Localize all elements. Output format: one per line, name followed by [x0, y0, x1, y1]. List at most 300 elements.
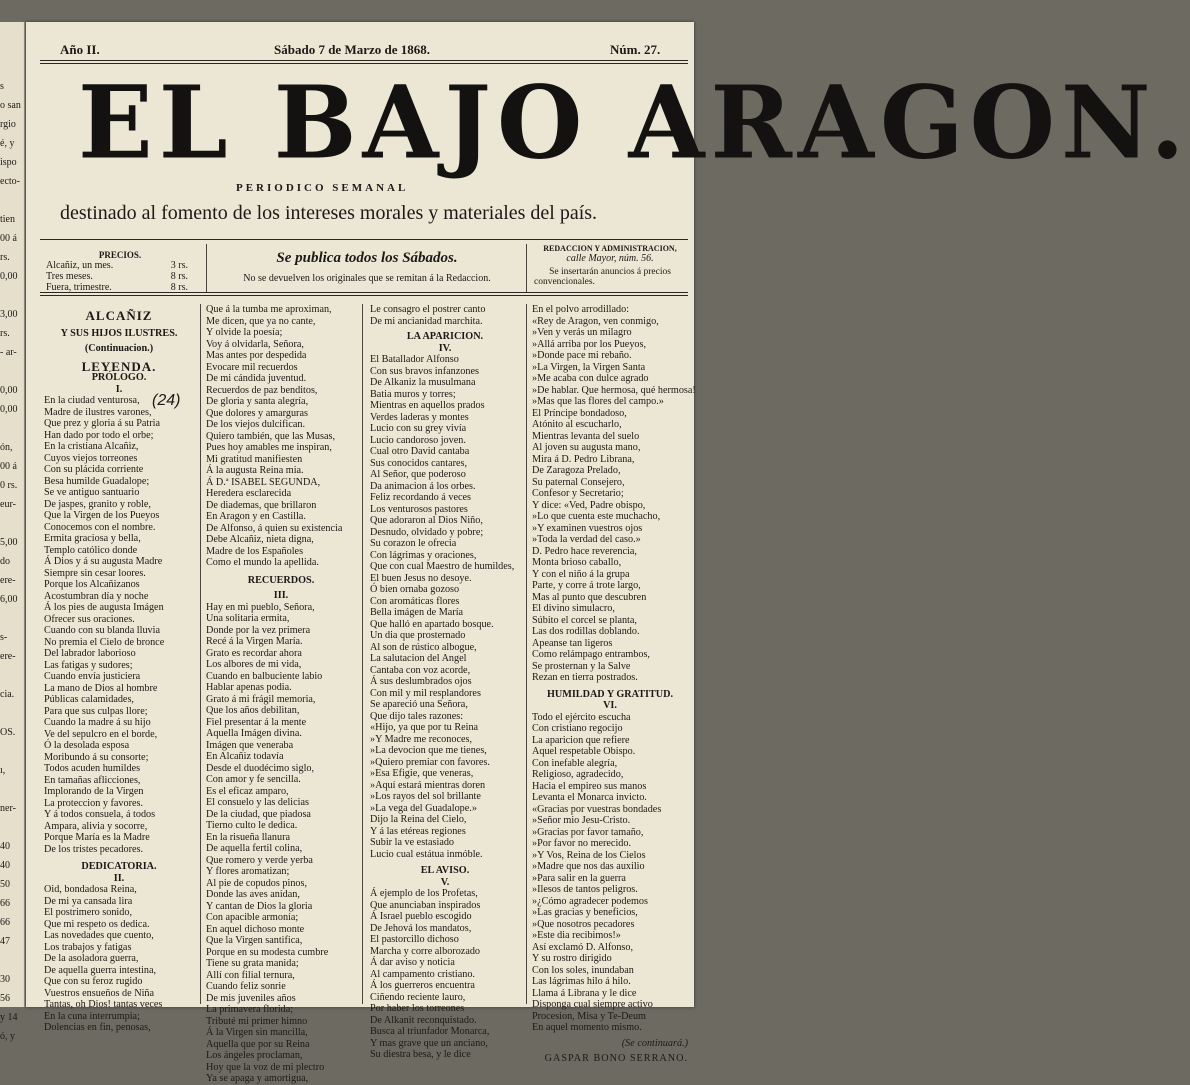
- poem-line: «Rey de Aragon, ven conmigo,: [532, 315, 659, 327]
- poem-line: Madre de los Españoles: [206, 545, 304, 557]
- poem-line: Grato á mi frágil memoria,: [206, 693, 316, 705]
- poem-line: Recé á la Virgen María.: [206, 636, 303, 647]
- section-subheading: Y SUS HIJOS ILUSTRES.: [60, 327, 178, 339]
- poem-line: De Zaragoza Prelado,: [532, 465, 621, 476]
- poem-line: Todos acuden humildes: [44, 763, 141, 774]
- poem-line: De aquella fertil colina,: [206, 843, 303, 854]
- poem-line: El divino simulacro,: [532, 603, 615, 614]
- poem-line: Ó la desolada esposa: [44, 740, 130, 751]
- poem-line: Al joven su augusta mano,: [532, 442, 641, 453]
- prev-page-fragment: 6,00: [0, 594, 18, 605]
- poem-line: El pastorcillo dichoso: [370, 934, 459, 945]
- poem-line: Moribundo á su consorte;: [44, 751, 149, 763]
- poem-line: Su paternal Consejero,: [532, 476, 625, 488]
- poem-line: Aquella que por su Reina: [206, 1038, 310, 1050]
- poem-line: De la asoladora guerra,: [44, 953, 139, 964]
- poem-line: Ofrecer sus oraciones.: [44, 613, 135, 625]
- poem-line: Porque María es la Madre: [44, 832, 150, 843]
- poem-line: Ermita graciosa y bella,: [44, 533, 141, 544]
- header-rule: [40, 60, 688, 61]
- info-separator: [206, 244, 207, 292]
- poem-line: Á dar aviso y noticia: [370, 957, 455, 968]
- poem-line: De gloria y santa alegría,: [206, 396, 309, 407]
- poem-line: Tributé mi primer himno: [206, 1015, 308, 1027]
- prev-page-fragment: 66: [0, 898, 10, 909]
- prev-page-fragment: 00 á: [0, 233, 17, 244]
- prices-title: PRECIOS.: [98, 250, 142, 260]
- poem-line: De Jehová los mandatos,: [370, 922, 472, 934]
- poem-line: »Ven y verás un milagro: [532, 327, 632, 338]
- prev-page-fragment: do: [0, 556, 10, 567]
- poem-line: »Ilesos de tantos peligros.: [532, 884, 638, 895]
- poem-line: »Quiero premiar con favores.: [370, 756, 490, 768]
- prev-page-fragment: s: [0, 81, 4, 92]
- poem-line: Súbito el corcel se planta,: [532, 614, 637, 626]
- poem-line: Feliz recordando á veces: [370, 492, 471, 503]
- poem-line: Que á la tumba me aproximan,: [206, 304, 332, 315]
- poem-line: Recuerdos de paz benditos,: [206, 384, 318, 396]
- poem-line: Una solitaria ermita,: [206, 613, 290, 624]
- poem-line: »Esa Efigie, que veneras,: [370, 768, 474, 779]
- roman-numeral: II.: [113, 872, 125, 884]
- poem-line: Mientras en aquellos prados: [370, 400, 485, 411]
- poem-line: Ve del sepulcro en el borde,: [44, 728, 158, 740]
- poem-line: Lucio candoroso joven.: [370, 434, 466, 446]
- poem-line: Con aromáticas flores: [370, 595, 460, 607]
- poem-line: Con lágrimas y oraciones,: [370, 549, 477, 561]
- poem-line: La proteccion y favores.: [44, 797, 143, 809]
- poem-line: Me dicen, que ya no cante,: [206, 315, 316, 327]
- prev-page-fragment: - ar-: [0, 347, 17, 358]
- poem-line: »¿Cómo agradecer podemos: [532, 895, 648, 907]
- prev-page-fragment: ispo: [0, 157, 17, 168]
- poem-line: »La Virgen, la Virgen Santa: [532, 361, 646, 373]
- poem-line: Á ejemplo de los Profetas,: [370, 888, 478, 899]
- poem-line: Ampara, alivia y socorre,: [44, 820, 148, 832]
- poem-line: Que con su feroz rugido: [44, 976, 143, 987]
- prev-page-fragment: rs.: [0, 328, 10, 339]
- poem-line: »De hablar. Que hermosa, qué hermosa!: [532, 384, 696, 396]
- poem-line: De la ciudad, que piadosa: [206, 808, 311, 820]
- prev-page-fragment: cia.: [0, 689, 15, 700]
- poem-line: Donde por la vez primera: [206, 624, 311, 636]
- poem-line: En Aragon y en Castilla.: [206, 511, 306, 522]
- poem-line: »Que nosotros pecadores: [532, 918, 635, 930]
- poem-line: Lucio cual estátua inmóble.: [370, 848, 483, 860]
- previous-page-strip: [0, 22, 25, 1042]
- poem-line: Hacia el empireo sus manos: [532, 780, 647, 792]
- poem-line: Porque en su modesta cumbre: [206, 946, 329, 958]
- poem-line: Con sus bravos infanzones: [370, 365, 479, 377]
- price-label: Tres meses.: [46, 271, 93, 282]
- admin-title: REDACCION Y ADMINISTRACION,: [543, 244, 677, 253]
- poem-line: Da animacion á los orbes.: [370, 480, 476, 492]
- dedication-heading: DEDICATORIA.: [81, 861, 157, 872]
- issue-number: Núm. 27.: [610, 42, 661, 57]
- poem-line: Parte, y corre á trote largo,: [532, 580, 641, 591]
- poem-line: Los venturosos pastores: [370, 503, 468, 515]
- poem-line: Hay en mi pueblo, Señora,: [206, 601, 315, 613]
- column-rule-2: [362, 304, 363, 1004]
- poem-line: Los trabajos y fatigas: [44, 941, 132, 953]
- poem-line: Le consagro el postrer canto: [370, 304, 486, 315]
- price-value: 8 rs.: [170, 271, 188, 282]
- continued-note: (Se continuará.): [621, 1037, 688, 1049]
- poem-line: »Por favor no merecido.: [532, 838, 632, 849]
- poem-line: Hablar apenas podia.: [206, 682, 292, 693]
- poem-line: Á Israel pueblo escogido: [370, 911, 472, 922]
- prev-page-fragment: 0 rs.: [0, 480, 18, 491]
- poem-line: »La vega del Guadalope.»: [370, 802, 477, 814]
- prev-page-fragment: 5,00: [0, 537, 18, 548]
- prev-page-fragment: 56: [0, 993, 10, 1004]
- poem-line: Allí con filial ternura,: [206, 969, 295, 981]
- poem-line: Vuestros ensueños de Niña: [44, 987, 155, 999]
- poem-line: Implorando de la Virgen: [44, 786, 144, 797]
- poem-line: Al campamento cristiano.: [370, 968, 475, 980]
- poem-line: De Alkanit reconquistado.: [370, 1014, 477, 1026]
- poem-line: Un dia que prosternado: [370, 630, 466, 641]
- poem-line: Aquel respetable Obispo.: [532, 746, 636, 757]
- price-row: [40, 260, 200, 271]
- poem-line: Del labrador laborioso: [44, 648, 136, 659]
- poem-line: El consuelo y las delicias: [206, 797, 309, 808]
- poem-line: En aquel dichoso monte: [206, 923, 305, 935]
- poem-line: Al son de rústico albogue,: [370, 641, 477, 653]
- poem-line: En la ciudad venturosa,: [44, 395, 140, 406]
- poem-line: Con mil y mil resplandores: [370, 687, 481, 699]
- poem-line: Conocemos con el nombre.: [44, 521, 156, 533]
- poem-line: »Aquí estará mientras doren: [370, 779, 486, 791]
- poem-line: Ya se apaga y amortigua,: [206, 1073, 309, 1084]
- poem-line: Al pie de copudos pinos,: [206, 877, 308, 889]
- prev-page-fragment: 47: [0, 936, 10, 947]
- prev-page-fragment: s-: [0, 632, 8, 643]
- poem-line: De los viejos dulcifican.: [206, 419, 306, 430]
- poem-line: Cantaba con voz acorde,: [370, 664, 471, 676]
- poem-line: «Hijo, ya que por tu Reina: [370, 722, 479, 733]
- poem-line: Que la Virgen santifica,: [206, 935, 303, 946]
- column-rule-1: [200, 304, 201, 1004]
- poem-line: Y á las etéreas regiones: [370, 825, 466, 837]
- poem-line: El postrimero sonido,: [44, 907, 133, 918]
- prev-page-fragment: ı,: [0, 765, 6, 776]
- poem-line: Para que sus culpas llore;: [44, 705, 148, 717]
- poem-line: Besa humilde Guadalope;: [44, 475, 150, 487]
- poem-line: Las lágrimas hilo á hilo.: [532, 976, 631, 987]
- poem-line: Á la augusta Reina mia.: [206, 465, 304, 476]
- poem-line: Se ve antiguo santuario: [44, 487, 140, 498]
- prev-page-fragment: y 14: [0, 1012, 18, 1023]
- info-top-rule: [40, 239, 688, 240]
- poem-line: En el polvo arrodillado:: [532, 304, 630, 315]
- poem-line: Marcha y corre alborozado: [370, 945, 481, 957]
- poem-line: Y mas grave que un anciano,: [370, 1037, 488, 1049]
- section-heading: LA APARICION.: [406, 331, 484, 342]
- poem-line: Quiero también, que las Musas,: [206, 430, 336, 442]
- poem-line: Que mi respeto os dedica.: [44, 918, 150, 930]
- price-value: 3 rs.: [170, 260, 188, 271]
- poem-line: Y con el niño á la grupa: [532, 568, 630, 580]
- poem-line: Lucio con su grey vivía: [370, 423, 467, 434]
- roman-numeral: I.: [115, 383, 123, 395]
- price-row: [40, 282, 200, 293]
- price-value: 8 rs.: [170, 282, 188, 293]
- poem-line: Cuando en balbuciente labio: [206, 670, 323, 682]
- roman-numeral: IV.: [438, 342, 452, 354]
- poem-line: Y dice: «Ved, Padre obispo,: [532, 499, 646, 511]
- poem-line: Con los soles, inundaban: [532, 964, 634, 976]
- poem-line: De diademas, que brillaron: [206, 499, 317, 511]
- poem-line: Oid, bondadosa Reina,: [44, 884, 137, 895]
- poem-line: Atónito al escucharlo,: [532, 419, 622, 430]
- poem-line: De mi cándida juventud.: [206, 373, 307, 384]
- publication-schedule: Se publica todos los Sábados.: [276, 250, 458, 266]
- prev-page-fragment: ere-: [0, 575, 16, 586]
- poem-line: En la risueña llanura: [206, 831, 291, 843]
- poem-line: Á D.ª ISABEL SEGUNDA,: [206, 476, 321, 488]
- poem-line: Voy á olvidarla, Señora,: [206, 338, 304, 350]
- prev-page-fragment: rgio: [0, 119, 16, 130]
- poem-line: Se apareció una Señora,: [370, 699, 468, 710]
- poem-line: Debe Alcañiz, nieta digna,: [206, 534, 314, 545]
- poem-line: »Lo que cuenta este muchacho,: [532, 511, 661, 522]
- poem-line: En aquel momento mismo.: [532, 1022, 642, 1033]
- poem-line: De jaspes, granito y roble,: [44, 498, 151, 510]
- prev-page-fragment: 66: [0, 917, 10, 928]
- poem-line: En Alcañiz todavía: [206, 751, 284, 762]
- poem-line: »Este dia recibimos!»: [532, 930, 621, 941]
- poem-line: Que dolores y amarguras: [206, 407, 308, 419]
- poem-line: Á la Virgen sin mancilla,: [206, 1027, 308, 1038]
- poem-line: Á los pies de augusta Imágen: [44, 602, 164, 613]
- poem-line: Imágen que veneraba: [206, 739, 294, 751]
- poem-line: Batia muros y torres;: [370, 388, 456, 400]
- poem-line: Pues hoy amables me inspiran,: [206, 442, 332, 453]
- prev-page-fragment: 30: [0, 974, 10, 985]
- poem-line: Públicas calamidades,: [44, 694, 134, 705]
- handwritten-annotation: (24): [152, 392, 181, 409]
- poem-line: Que los años debilitan,: [206, 705, 300, 716]
- poem-line: Mas al punto que descubren: [532, 591, 647, 603]
- poem-line: Subir la ve estasiado: [370, 837, 455, 848]
- column-3: [370, 304, 520, 1061]
- prev-page-fragment: 0,00: [0, 271, 18, 282]
- poem-line: Desde el duodécimo siglo,: [206, 762, 315, 774]
- poem-line: El buen Jesus no desoye.: [370, 572, 472, 584]
- prices-rows: [40, 260, 200, 293]
- ads-note-2: convencionales.: [534, 277, 595, 287]
- poem-line: Cuyos viejos torreones: [44, 452, 138, 464]
- poem-line: Que prez y gloria á su Patria: [44, 418, 160, 429]
- poem-line: Heredera esclarecida: [206, 488, 292, 499]
- poem-line: »La devocion que me tienes,: [370, 745, 487, 756]
- poem-line: Porque los Alcañizanos: [44, 579, 140, 590]
- roman-numeral: III.: [273, 590, 289, 601]
- poem-line: Que halló en apartado bosque.: [370, 618, 494, 630]
- poem-line: La salutacion del Angel: [370, 653, 467, 664]
- poem-line: »Para salir en la guerra: [532, 872, 626, 884]
- poem-line: Mas antes por despedida: [206, 350, 307, 361]
- poem-line: De mi ancianidad marchita.: [370, 315, 483, 327]
- poem-line: De los tristes pecadores.: [44, 843, 144, 855]
- poem-line: No premia el Cielo de bronce: [44, 636, 165, 648]
- poem-line: Que anunciaban inspirados: [370, 899, 481, 911]
- poem-line: Y su rostro dirigido: [532, 953, 612, 964]
- poem-line: Desnudo, olvidado y pobre;: [370, 526, 484, 538]
- poem-line: Que adoraron al Dios Niño,: [370, 515, 483, 526]
- poem-line: Su diestra besa, y le dice: [370, 1049, 471, 1060]
- poem-line: «Gracias por vuestras bondades: [532, 803, 662, 815]
- prev-page-fragment: rs.: [0, 252, 10, 263]
- poem-line: Madre de ilustres varones,: [44, 406, 152, 418]
- masthead-title: EL BAJO ARAGON.: [78, 64, 1190, 183]
- prev-page-fragment: 40: [0, 841, 10, 852]
- price-label: Alcañiz, un mes.: [46, 260, 114, 271]
- poem-line: »Allá arriba por los Pueyos,: [532, 338, 647, 350]
- poem-line: »Gracias por favor tamaño,: [532, 826, 644, 838]
- poem-line: Evocare mil recuerdos: [206, 361, 298, 373]
- continued-note: (Continuacion.): [84, 343, 154, 354]
- poem-line: Grato es recordar ahora: [206, 647, 302, 659]
- prev-page-fragment: ere-: [0, 651, 16, 662]
- poem-line: Disponga cual siempre activo: [532, 999, 653, 1010]
- poem-line: Su corazon le ofrecia: [370, 538, 457, 549]
- poem-line: Procesion, Misa y Te-Deum: [532, 1010, 646, 1022]
- poem-line: Dolencias en fin, penosas,: [44, 1022, 151, 1033]
- prev-page-fragment: ó, y: [0, 1031, 15, 1042]
- ads-note: Se insertarán anuncios á precios: [549, 267, 671, 277]
- poem-line: De Alkaniz la musulmana: [370, 377, 476, 388]
- poem-line: Monta brioso caballo,: [532, 557, 622, 568]
- poem-line: Tantas, oh Dios! tantas veces: [44, 999, 163, 1010]
- poem-line: »Las gracias y beneficios,: [532, 907, 638, 918]
- poem-line: En tamañas aflicciones,: [44, 774, 141, 786]
- poem-line: Mira á D. Pedro Librana,: [532, 453, 635, 465]
- poem-line: Y á todos consuela, á todos: [44, 809, 156, 820]
- poem-line: En la cristiana Alcañiz,: [44, 441, 139, 452]
- poem-line: El Batallador Alfonso: [370, 354, 459, 365]
- poem-line: Los albores de mi vida,: [206, 659, 302, 670]
- poem-line: Fiel presentar á la mente: [206, 716, 307, 728]
- masthead-subtitle: PERIODICO SEMANAL: [236, 182, 409, 194]
- section-heading: ALCAÑIZ: [85, 308, 153, 323]
- poem-line: La primavera florida;: [206, 1004, 294, 1015]
- poem-line: Como relámpago entrambos,: [532, 649, 650, 660]
- originals-note: No se devuelven los originales que se remitan á la Redaccion.: [243, 273, 491, 284]
- poem-line: Han dado por todo el orbe;: [44, 429, 154, 441]
- poem-line: Mientras levanta del suelo: [532, 430, 640, 442]
- admin-box: [530, 244, 690, 294]
- prices-box: [40, 244, 200, 294]
- poem-line: Confesor y Secretario;: [532, 488, 624, 499]
- poem-line: Con su plácida corriente: [44, 464, 144, 475]
- price-label: Fuera, trimestre.: [46, 282, 112, 293]
- prev-page-fragment: eur-: [0, 499, 16, 510]
- poem-line: »Toda la verdad del caso.»: [532, 534, 641, 545]
- roman-numeral: VI.: [603, 700, 617, 711]
- poem-line: Á Dios y á su augusta Madre: [44, 556, 163, 567]
- prev-page-fragment: 40: [0, 860, 10, 871]
- poem-line: En la cuna interrumpia;: [44, 1010, 140, 1022]
- poem-line: Templo católico donde: [44, 544, 138, 556]
- poem-line: Donde las aves anidan,: [206, 889, 300, 900]
- column-1: [44, 304, 194, 1034]
- poem-line: »Y Madre me reconoces,: [370, 733, 473, 745]
- poem-line: Las novedades que cuento,: [44, 930, 154, 941]
- poem-line: »Y Vos, Reina de los Cielos: [532, 849, 646, 861]
- poem-line: Todo el ejército escucha: [532, 711, 631, 723]
- masthead-motto: destinado al fomento de los intereses morales y materiales del país.: [60, 202, 598, 224]
- poem-line: Cuando envía justiciera: [44, 671, 141, 682]
- poem-line: Religioso, agradecido,: [532, 769, 624, 780]
- poem-line: Ó bien ornaba gozoso: [370, 584, 460, 595]
- poem-line: Y flores aromatizan;: [206, 866, 290, 877]
- prev-page-fragment: 3,00: [0, 309, 18, 320]
- prev-page-fragment: 0,00: [0, 404, 18, 415]
- poem-line: De mis juveniles años: [206, 992, 296, 1004]
- poem-line: Como el mundo la apellida.: [206, 557, 319, 568]
- publication-box: [212, 244, 522, 294]
- poem-line: Dijo la Reina del Cielo,: [370, 814, 467, 825]
- poem-line: Llama á Librana y le dice: [532, 987, 637, 999]
- poem-line: Con amor y fe sencilla.: [206, 774, 301, 785]
- poem-line: Apeanse tan ligeros: [532, 637, 613, 649]
- poem-line: Y olvide la poesía;: [206, 327, 283, 338]
- poem-line: Busca al triunfador Monarca,: [370, 1026, 490, 1037]
- poem-line: Tierno culto le dedica.: [206, 820, 298, 831]
- poem-line: Cuando feliz sonrie: [206, 981, 286, 992]
- poem-line: De mi ya cansada lira: [44, 895, 133, 907]
- year-label: Año II.: [60, 42, 100, 57]
- poem-line: Los ángeles proclaman,: [206, 1050, 303, 1061]
- poem-line: Cuando la madre á su hijo: [44, 717, 151, 728]
- column-2: [206, 304, 356, 1085]
- poem-line: Rezan en tierra postrados.: [532, 672, 638, 683]
- poem-line: Bella imágen de María: [370, 607, 464, 618]
- poem-line: Se prosternan y la Salve: [532, 660, 631, 672]
- poem-line: Levanta el Monarca invicto.: [532, 792, 647, 803]
- poem-line: »Madre que nos das auxilio: [532, 861, 645, 872]
- poem-line: Sus conocidos cantares,: [370, 457, 468, 469]
- prev-page-fragment: 50: [0, 879, 10, 890]
- poem-line: Que dijo tales razones:: [370, 710, 464, 722]
- poem-line: La aparicion que refiere: [532, 734, 630, 746]
- prev-page-fragment: tien: [0, 214, 15, 225]
- poem-line: »Los rayos del sol brillante: [370, 791, 481, 802]
- prev-page-fragment: ner-: [0, 803, 16, 814]
- poem-line: Que con cual Maestro de humildes,: [370, 561, 515, 572]
- poem-line: D. Pedro hace reverencia,: [532, 545, 637, 557]
- poem-line: »Y examinen vuestros ojos: [532, 522, 643, 534]
- poem-line: Que la Virgen de los Pueyos: [44, 510, 160, 521]
- poem-line: Verdes laderas y montes: [370, 411, 469, 423]
- legend-heading: LEYENDA.: [81, 358, 157, 374]
- prev-page-fragment: 0,00: [0, 385, 18, 396]
- poem-line: Tiene su grata manida;: [206, 958, 299, 969]
- column-4: [532, 304, 696, 1065]
- poem-line: Y cantan de Dios la gloria: [206, 900, 313, 912]
- issue-date: Sábado 7 de Marzo de 1868.: [274, 42, 430, 57]
- poem-line: Al Señor, que poderoso: [370, 469, 466, 480]
- poem-line: »Señor mio Jesu-Cristo.: [532, 815, 631, 826]
- poem-line: Por haber los torreones: [370, 1003, 465, 1014]
- prev-page-fragment: o san: [0, 100, 21, 111]
- prev-page-fragment: ecto-: [0, 176, 20, 187]
- price-row: [40, 271, 200, 282]
- column-rule-3: [526, 304, 527, 1004]
- poem-line: De aquella guerra intestina,: [44, 964, 157, 976]
